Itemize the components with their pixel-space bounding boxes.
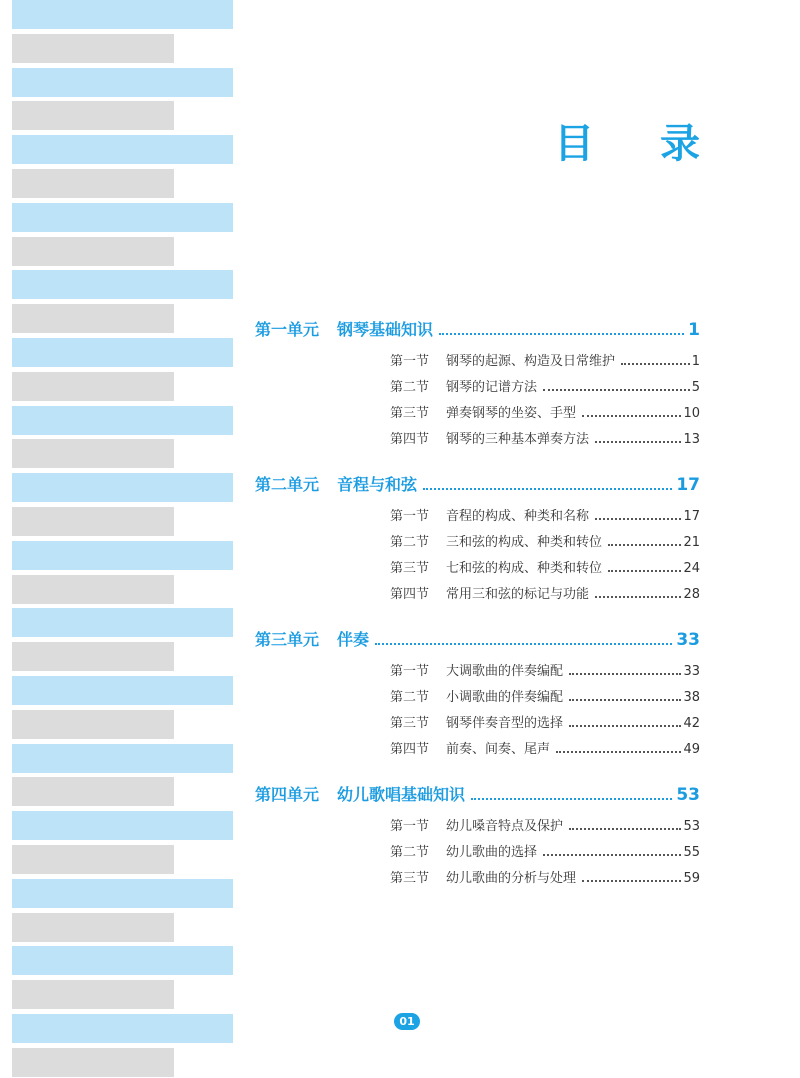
section-number: 第四节 bbox=[390, 742, 430, 757]
section-page: 33 bbox=[683, 664, 700, 679]
toc-unit-entry[interactable] bbox=[255, 473, 700, 495]
toc-section-entry[interactable] bbox=[390, 376, 700, 395]
section-page: 55 bbox=[683, 845, 700, 860]
section-page: 38 bbox=[683, 690, 700, 705]
toc-section-entry[interactable] bbox=[390, 815, 700, 834]
section-title: 三和弦的构成、种类和转位 bbox=[446, 535, 603, 550]
section-title: 常用三和弦的标记与功能 bbox=[446, 587, 590, 602]
leader-dots bbox=[569, 725, 681, 727]
section-number: 第二节 bbox=[390, 535, 430, 550]
leader-dots bbox=[595, 596, 681, 598]
toc-unit bbox=[255, 783, 700, 886]
section-number: 第四节 bbox=[390, 587, 430, 602]
stripe-gray bbox=[12, 710, 174, 739]
leader-dots bbox=[375, 643, 672, 645]
stripe-gray bbox=[12, 642, 174, 671]
leader-dots bbox=[595, 518, 681, 520]
leader-dots bbox=[423, 488, 672, 490]
section-title: 音程的构成、种类和名称 bbox=[446, 509, 590, 524]
stripe-gray bbox=[12, 372, 174, 401]
unit-page: 1 bbox=[688, 320, 700, 340]
stripe-blue bbox=[12, 406, 233, 435]
stripe-blue bbox=[12, 946, 233, 975]
stripe-gray bbox=[12, 169, 174, 198]
unit-title: 钢琴基础知识 bbox=[337, 320, 434, 339]
stripe-blue bbox=[12, 1014, 233, 1043]
stripe-blue bbox=[12, 473, 233, 502]
section-title: 钢琴的起源、构造及日常维护 bbox=[446, 354, 616, 369]
toc-section-entry[interactable] bbox=[390, 557, 700, 576]
section-number: 第二节 bbox=[390, 380, 430, 395]
stripe-blue bbox=[12, 203, 233, 232]
toc-section-entry[interactable] bbox=[390, 350, 700, 369]
stripe-gray bbox=[12, 777, 174, 806]
section-page: 59 bbox=[683, 871, 700, 886]
unit-title: 伴奏 bbox=[337, 630, 370, 649]
section-number: 第一节 bbox=[390, 664, 430, 679]
section-title: 钢琴伴奏音型的选择 bbox=[446, 716, 564, 731]
leader-dots bbox=[543, 854, 681, 856]
stripe-gray bbox=[12, 913, 174, 942]
section-number: 第一节 bbox=[390, 354, 430, 369]
stripe-blue bbox=[12, 270, 233, 299]
section-page: 1 bbox=[691, 354, 700, 369]
stripe-gray bbox=[12, 980, 174, 1009]
stripe-blue bbox=[12, 676, 233, 705]
leader-dots bbox=[471, 798, 672, 800]
stripe-blue bbox=[12, 0, 233, 29]
unit-page: 53 bbox=[676, 785, 700, 805]
section-number: 第二节 bbox=[390, 690, 430, 705]
section-page: 53 bbox=[683, 819, 700, 834]
section-title: 钢琴的记谱方法 bbox=[446, 380, 538, 395]
leader-dots bbox=[569, 673, 681, 675]
toc-section-entry[interactable] bbox=[390, 686, 700, 705]
toc-section-entry[interactable] bbox=[390, 867, 700, 886]
stripe-blue bbox=[12, 879, 233, 908]
section-page: 21 bbox=[683, 535, 700, 550]
page-title: 目 录 bbox=[554, 120, 726, 167]
stripe-gray bbox=[12, 34, 174, 63]
section-number: 第一节 bbox=[390, 819, 430, 834]
toc-section-entry[interactable] bbox=[390, 583, 700, 602]
stripe-blue bbox=[12, 68, 233, 97]
leader-dots bbox=[569, 828, 681, 830]
toc-section-entry[interactable] bbox=[390, 402, 700, 421]
leader-dots bbox=[595, 441, 681, 443]
section-title: 七和弦的构成、种类和转位 bbox=[446, 561, 603, 576]
stripe-blue bbox=[12, 338, 233, 367]
leader-dots bbox=[582, 880, 681, 882]
section-page: 28 bbox=[683, 587, 700, 602]
toc-section-entry[interactable] bbox=[390, 841, 700, 860]
stripe-blue bbox=[12, 744, 233, 773]
unit-number: 第一单元 bbox=[255, 320, 320, 339]
toc-section-entry[interactable] bbox=[390, 505, 700, 524]
unit-number: 第四单元 bbox=[255, 785, 320, 804]
toc-section-entry[interactable] bbox=[390, 712, 700, 731]
toc-section-entry[interactable] bbox=[390, 738, 700, 757]
section-number: 第三节 bbox=[390, 561, 430, 576]
leader-dots bbox=[556, 751, 681, 753]
toc-unit-entry[interactable] bbox=[255, 628, 700, 650]
section-title: 钢琴的三种基本弹奏方法 bbox=[446, 432, 590, 447]
unit-number: 第三单元 bbox=[255, 630, 320, 649]
section-page: 10 bbox=[683, 406, 700, 421]
section-number: 第二节 bbox=[390, 845, 430, 860]
stripe-gray bbox=[12, 1048, 174, 1077]
leader-dots bbox=[582, 415, 681, 417]
toc-section-entry[interactable] bbox=[390, 660, 700, 679]
unit-page: 17 bbox=[676, 475, 700, 495]
unit-title: 音程与和弦 bbox=[337, 475, 418, 494]
section-number: 第四节 bbox=[390, 432, 430, 447]
toc-section-entry[interactable] bbox=[390, 531, 700, 550]
leader-dots bbox=[569, 699, 681, 701]
section-number: 第一节 bbox=[390, 509, 430, 524]
section-page: 42 bbox=[683, 716, 700, 731]
section-number: 第三节 bbox=[390, 406, 430, 421]
section-number: 第三节 bbox=[390, 716, 430, 731]
unit-number: 第二单元 bbox=[255, 475, 320, 494]
section-title: 幼儿嗓音特点及保护 bbox=[446, 819, 564, 834]
toc-section-entry[interactable] bbox=[390, 428, 700, 447]
leader-dots bbox=[439, 333, 684, 335]
section-page: 24 bbox=[683, 561, 700, 576]
section-number: 第三节 bbox=[390, 871, 430, 886]
stripe-gray bbox=[12, 304, 174, 333]
page-number-badge: 01 bbox=[394, 1013, 420, 1030]
stripe-gray bbox=[12, 507, 174, 536]
toc-unit-entry[interactable] bbox=[255, 783, 700, 805]
stripe-gray bbox=[12, 237, 174, 266]
table-of-contents bbox=[255, 318, 700, 912]
stripe-gray bbox=[12, 101, 174, 130]
toc-unit bbox=[255, 628, 700, 757]
stripe-gray bbox=[12, 845, 174, 874]
leader-dots bbox=[608, 544, 681, 546]
section-title: 前奏、间奏、尾声 bbox=[446, 742, 551, 757]
leader-dots bbox=[621, 363, 690, 365]
unit-page: 33 bbox=[676, 630, 700, 650]
section-title: 弹奏钢琴的坐姿、手型 bbox=[446, 406, 577, 421]
stripe-blue bbox=[12, 608, 233, 637]
stripe-blue bbox=[12, 135, 233, 164]
toc-unit bbox=[255, 318, 700, 447]
section-page: 17 bbox=[683, 509, 700, 524]
section-title: 大调歌曲的伴奏编配 bbox=[446, 664, 564, 679]
leader-dots bbox=[543, 389, 690, 391]
stripe-gray bbox=[12, 439, 174, 468]
section-title: 幼儿歌曲的分析与处理 bbox=[446, 871, 577, 886]
leader-dots bbox=[608, 570, 681, 572]
toc-unit bbox=[255, 473, 700, 602]
section-title: 小调歌曲的伴奏编配 bbox=[446, 690, 564, 705]
stripe-gray bbox=[12, 575, 174, 604]
decorative-stripes bbox=[0, 0, 240, 1078]
stripe-blue bbox=[12, 541, 233, 570]
toc-unit-entry[interactable] bbox=[255, 318, 700, 340]
unit-title: 幼儿歌唱基础知识 bbox=[337, 785, 466, 804]
section-page: 5 bbox=[691, 380, 700, 395]
section-page: 49 bbox=[683, 742, 700, 757]
section-title: 幼儿歌曲的选择 bbox=[446, 845, 538, 860]
section-page: 13 bbox=[683, 432, 700, 447]
stripe-blue bbox=[12, 811, 233, 840]
